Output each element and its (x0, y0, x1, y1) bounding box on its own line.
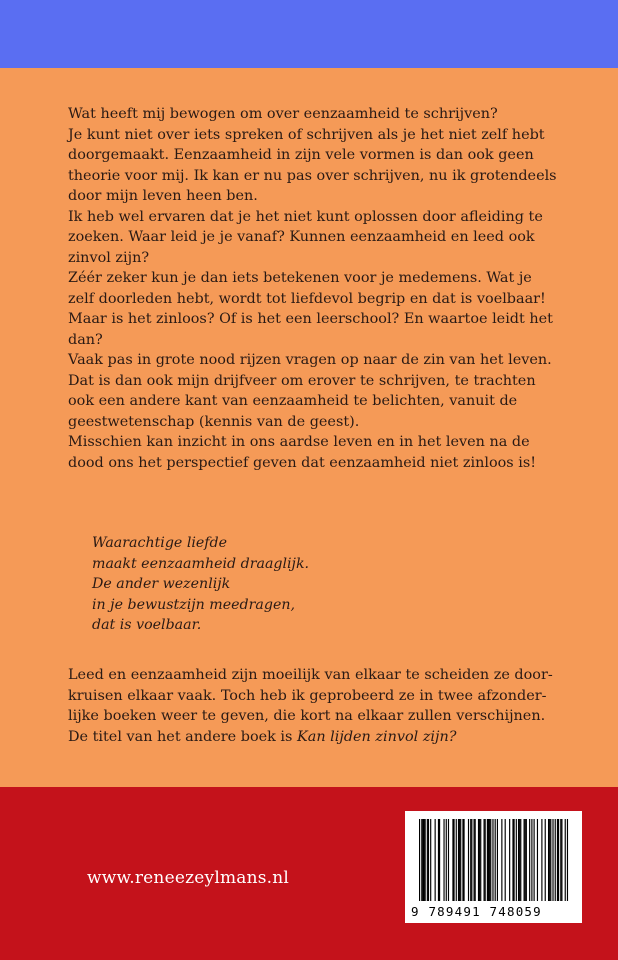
body-line: Maar is het zinloos? Of is het een leerschool? En waartoe leidt het (68, 311, 553, 327)
body-line: theorie voor mij. Ik kan er nu pas over schrijven, nu ik grotendeels (68, 167, 557, 184)
barcode-bar (537, 819, 538, 901)
barcode-bar (519, 819, 520, 901)
barcode-bar (518, 819, 519, 901)
barcode-bar (435, 819, 436, 901)
barcode-bar (427, 819, 428, 901)
barcode-bar (558, 819, 559, 901)
barcode-bar (552, 819, 553, 901)
barcode-bar (501, 819, 502, 901)
barcode-bar (452, 819, 453, 901)
body-line: Je kunt niet over iets spreken of schrijven als je het niet zelf hebt (68, 126, 545, 143)
poem-line: Waarachtige liefde (92, 535, 228, 551)
barcode-bar (422, 819, 423, 901)
closing-line: kruisen elkaar vaak. Toch heb ik geprobeerd ze in twee afzonder- (68, 687, 547, 704)
body-line: zoeken. Waar leid je je vanaf? Kunnen eenzaamheid en leed ook (68, 229, 535, 245)
barcode-bar (478, 819, 479, 901)
barcode-bar (446, 819, 447, 901)
barcode-bar (541, 819, 542, 901)
barcode-bar (463, 819, 464, 901)
barcode-bar (567, 819, 568, 901)
body-line: zelf doorleden hebt, wordt tot liefdevol begrip en dat is voelbaar! (68, 290, 546, 307)
closing-line: Leed en eenzaamheid zijn moeilijk van elkaar te scheiden ze door- (68, 667, 553, 683)
barcode-bar (459, 819, 460, 901)
barcode-bar (423, 819, 424, 901)
barcode-bar (480, 819, 481, 901)
barcode-bar (438, 819, 439, 901)
barcode-bar (443, 819, 444, 901)
barcode-bar (509, 819, 510, 901)
barcode-bar (561, 819, 562, 901)
website-link[interactable]: www.reneezeylmans.nl (87, 868, 290, 888)
barcode-bar (428, 819, 429, 901)
barcode-bar (485, 819, 486, 901)
poem (92, 533, 512, 636)
barcode-bar (488, 819, 489, 901)
body-line: Dat is dan ook mijn drijfveer om erover te schrijven, te trachten (68, 372, 536, 389)
barcode-bar (473, 819, 474, 901)
body-line: zinvol zijn? (68, 249, 150, 266)
other-book-title: Kan lijden zinvol zijn? (296, 728, 457, 745)
barcode-bar (475, 819, 476, 901)
poem-line: De ander wezenlijk (92, 576, 231, 592)
barcode-bar (490, 819, 491, 901)
poem-line: dat is voelbaar. (92, 617, 202, 633)
barcode-bar (439, 819, 440, 901)
barcode-bar (516, 819, 517, 901)
barcode-bar (497, 819, 498, 901)
barcode-bar (458, 819, 459, 901)
body-line: dood ons het perspectief geven dat eenzaamheid niet zinloos is! (68, 454, 537, 471)
barcode-bar (448, 819, 449, 901)
barcode-bar (529, 819, 530, 901)
barcode-bar (421, 819, 422, 901)
barcode-bar (487, 819, 488, 901)
body-line: Wat heeft mij bewogen om over eenzaamheid te schrijven? (68, 106, 498, 122)
intro-text (68, 104, 558, 473)
barcode-bar (483, 819, 484, 901)
isbn-barcode (405, 811, 582, 923)
body-line: Ik heb wel ervaren dat je het niet kunt oplossen door afleiding te (68, 208, 543, 225)
body-line: Zéér zeker kun je dan iets betekenen voor je medemens. Wat je (68, 270, 532, 286)
barcode-bar (456, 819, 457, 901)
body-line: dan? (68, 331, 103, 348)
barcode-bar (545, 819, 546, 901)
barcode-bar (471, 819, 472, 901)
barcode-bar (425, 819, 426, 901)
barcode-bar (525, 819, 526, 901)
barcode-bar (505, 819, 506, 901)
barcode-bar (419, 819, 420, 901)
closing-last-line (68, 727, 558, 748)
barcode-bar (520, 819, 521, 901)
barcode-bar (550, 819, 551, 901)
body-line: door mijn leven heen ben. (68, 188, 258, 204)
barcode-bar (460, 819, 461, 901)
closing-last-prefix: De titel van het andere boek is (68, 728, 297, 745)
barcode-bar (524, 819, 525, 901)
barcode-bar (549, 819, 550, 901)
barcode-bar (534, 819, 535, 901)
barcode-bar (557, 819, 558, 901)
barcode-bar (479, 819, 480, 901)
barcode-bar (555, 819, 556, 901)
body-line: ook een andere kant van eenzaamheid te belichten, vanuit de (68, 393, 518, 409)
body-line: Misschien kan inzicht in ons aardse leven en in het leven na de (68, 434, 530, 450)
barcode-bar (470, 819, 471, 901)
poem-line: in je bewustzijn meedragen, (92, 596, 295, 613)
barcode-bar (548, 819, 549, 901)
poem-line: maakt eenzaamheid draaglijk. (92, 555, 310, 572)
barcode-bar (512, 819, 513, 901)
barcode-bar (492, 819, 493, 901)
isbn-digits: 9 789491 748059 (411, 904, 542, 919)
barcode-bar (489, 819, 490, 901)
closing-text (68, 665, 558, 747)
closing-line: lijke boeken weer te geven, die kort na elkaar zullen verschijnen. (68, 708, 546, 724)
body-line: geestwetenschap (kennis van de geest). (68, 413, 360, 430)
barcode-bar (468, 819, 469, 901)
barcode-bar (430, 819, 431, 901)
barcode-bar (462, 819, 463, 901)
barcode-bar (531, 819, 532, 901)
top-color-band (0, 0, 618, 68)
barcode-bar (565, 819, 566, 901)
barcode-bar (514, 819, 515, 901)
body-line: doorgemaakt. Eenzaamheid in zijn vele vormen is dan ook geen (68, 147, 534, 163)
barcode-bar (560, 819, 561, 901)
barcode-bar (495, 819, 496, 901)
barcode-bar (526, 819, 527, 901)
barcode-bar (453, 819, 454, 901)
body-line: Vaak pas in grote nood rijzen vragen op naar de zin van het leven. (68, 352, 552, 368)
